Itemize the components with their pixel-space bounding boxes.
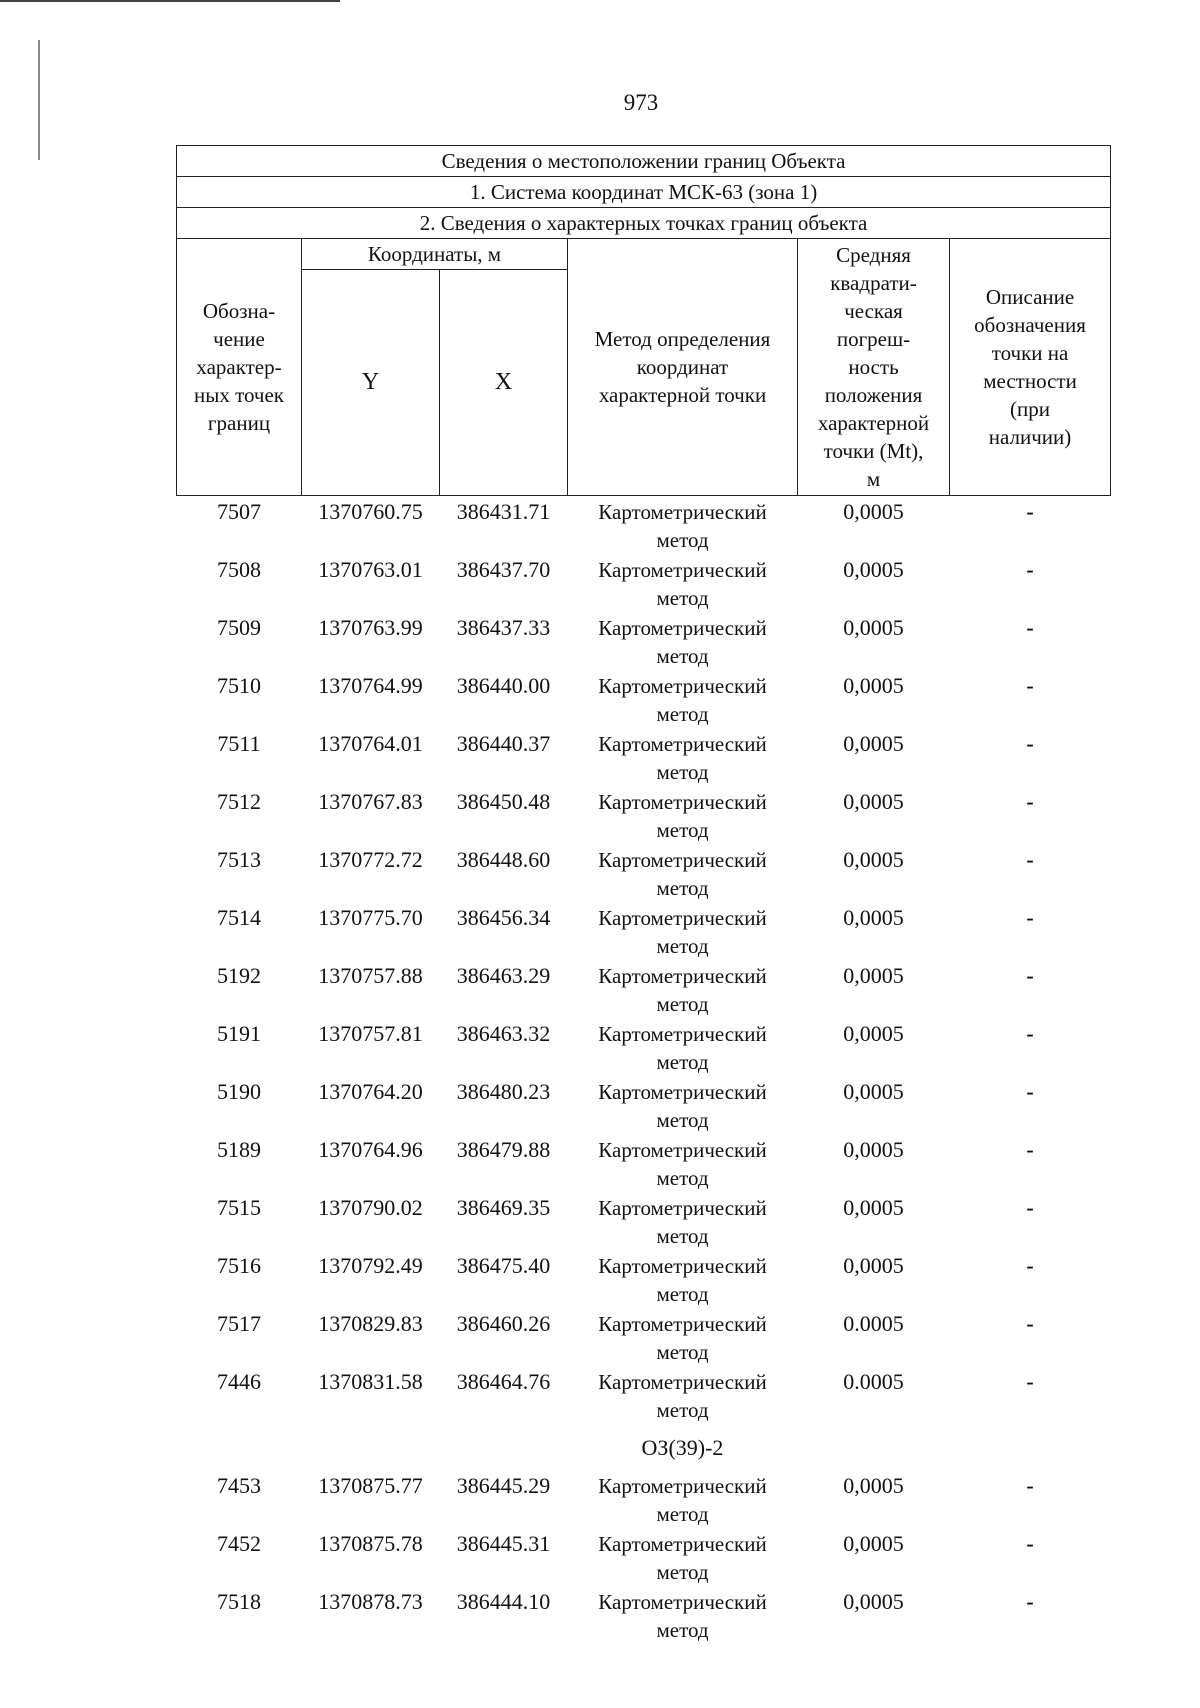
- table-row: [177, 902, 1111, 960]
- description-cell: -: [1026, 1531, 1034, 1556]
- table-title: Сведения о местоположении границ Объекта: [177, 146, 1111, 177]
- point-id-cell: 7516: [217, 1253, 261, 1278]
- y-coordinate-cell: 1370757.81: [318, 1021, 423, 1046]
- error-cell: 0,0005: [843, 963, 904, 988]
- description-cell: -: [1026, 557, 1034, 582]
- method-header: [568, 239, 798, 496]
- x-coordinate-cell: 386480.23: [456, 1079, 551, 1104]
- x-coordinate-cell: 386445.31: [456, 1531, 551, 1556]
- table-row: [177, 1586, 1111, 1644]
- method-cell: Картометрический метод: [598, 906, 767, 958]
- method-cell: Картометрический метод: [598, 790, 767, 842]
- table-row: [177, 1076, 1111, 1134]
- point-id-cell: 7511: [217, 731, 261, 756]
- y-coordinate-header: Y: [302, 270, 440, 496]
- description-header: [950, 239, 1111, 496]
- description-cell: -: [1026, 1253, 1034, 1278]
- method-cell: Картометрический метод: [598, 848, 767, 900]
- error-cell: 0,0005: [843, 673, 904, 698]
- x-coordinate-cell: 386469.35: [456, 1195, 551, 1220]
- description-cell: -: [1026, 789, 1034, 814]
- point-id-cell: 7510: [217, 673, 261, 698]
- y-coordinate-cell: 1370790.02: [318, 1195, 423, 1220]
- error-cell: 0,0005: [843, 557, 904, 582]
- description-cell: -: [1026, 905, 1034, 930]
- y-coordinate-cell: 1370792.49: [318, 1253, 423, 1278]
- x-coordinate-cell: 386463.29: [456, 963, 551, 988]
- point-id-cell: 7509: [217, 615, 261, 640]
- y-coordinate-cell: 1370764.20: [318, 1079, 423, 1104]
- designation-header: [177, 239, 302, 496]
- error-cell: 0,0005: [843, 1589, 904, 1614]
- table-row: [177, 612, 1111, 670]
- point-id-cell: 5192: [217, 963, 261, 988]
- y-coordinate-cell: 1370760.75: [318, 499, 423, 524]
- error-cell: 0.0005: [843, 1311, 904, 1336]
- point-id-cell: 7514: [217, 905, 261, 930]
- error-cell: 0,0005: [843, 615, 904, 640]
- method-cell: Картометрический метод: [598, 1254, 767, 1306]
- y-coordinate-cell: 1370772.72: [318, 847, 423, 872]
- error-cell: 0,0005: [843, 1473, 904, 1498]
- x-coordinate-cell: 386456.34: [456, 905, 551, 930]
- y-coordinate-cell: 1370763.01: [318, 557, 423, 582]
- method-cell: Картометрический метод: [598, 1370, 767, 1422]
- error-cell: 0,0005: [843, 1137, 904, 1162]
- table-row: [177, 1192, 1111, 1250]
- table-row: [177, 1528, 1111, 1586]
- coordinate-system-heading: 1. Система координат МСК-63 (зона 1): [177, 177, 1111, 208]
- point-id-cell: 7446: [217, 1369, 261, 1394]
- y-coordinate-cell: 1370878.73: [318, 1589, 423, 1614]
- method-cell: Картометрический метод: [598, 1138, 767, 1190]
- y-coordinate-cell: 1370875.77: [318, 1473, 423, 1498]
- description-cell: -: [1026, 1473, 1034, 1498]
- x-coordinate-cell: 386431.71: [456, 499, 551, 524]
- x-coordinate-cell: 386475.40: [456, 1253, 551, 1278]
- table-row: [177, 728, 1111, 786]
- description-header-text: Описание обозначения точки на местности (при наличии): [974, 285, 1086, 449]
- table-row: [177, 1250, 1111, 1308]
- point-id-cell: 5191: [217, 1021, 261, 1046]
- description-cell: -: [1026, 499, 1034, 524]
- y-coordinate-cell: 1370775.70: [318, 905, 423, 930]
- point-id-cell: 7517: [217, 1311, 261, 1336]
- y-coordinate-cell: 1370764.99: [318, 673, 423, 698]
- point-id-cell: 7508: [217, 557, 261, 582]
- point-id-cell: 7452: [217, 1531, 261, 1556]
- description-cell: -: [1026, 731, 1034, 756]
- description-cell: -: [1026, 1021, 1034, 1046]
- table-row: [177, 786, 1111, 844]
- description-cell: -: [1026, 1195, 1034, 1220]
- empty-cell: [440, 1424, 568, 1470]
- error-cell: 0,0005: [843, 905, 904, 930]
- designation-header-text: Обозна- чение характер- ных точек границ: [193, 299, 285, 435]
- x-coordinate-cell: 386440.00: [456, 673, 551, 698]
- method-cell: Картометрический метод: [598, 1590, 767, 1642]
- description-cell: -: [1026, 673, 1034, 698]
- point-id-cell: 7512: [217, 789, 261, 814]
- error-cell: 0.0005: [843, 1369, 904, 1394]
- point-id-cell: 7453: [217, 1473, 261, 1498]
- method-cell: Картометрический метод: [598, 1474, 767, 1526]
- error-cell: 0,0005: [843, 1253, 904, 1278]
- y-coordinate-cell: 1370763.99: [318, 615, 423, 640]
- boundary-points-table: [176, 145, 1111, 1644]
- description-cell: -: [1026, 1369, 1034, 1394]
- x-coordinate-cell: 386479.88: [456, 1137, 551, 1162]
- table-row: [177, 554, 1111, 612]
- description-cell: -: [1026, 615, 1034, 640]
- description-cell: -: [1026, 1589, 1034, 1614]
- section-label-row: [177, 1424, 1111, 1470]
- method-cell: Картометрический метод: [598, 500, 767, 552]
- table-row: [177, 1308, 1111, 1366]
- method-cell: Картометрический метод: [598, 558, 767, 610]
- method-cell: Картометрический метод: [598, 1196, 767, 1248]
- table-row: [177, 1018, 1111, 1076]
- description-cell: -: [1026, 1137, 1034, 1162]
- point-id-cell: 7515: [217, 1195, 261, 1220]
- section-label: ОЗ(39)-2: [641, 1435, 724, 1460]
- empty-cell: [177, 1424, 302, 1470]
- empty-cell: [950, 1424, 1111, 1470]
- error-cell: 0,0005: [843, 1195, 904, 1220]
- empty-cell: [798, 1424, 950, 1470]
- method-cell: Картометрический метод: [598, 964, 767, 1016]
- method-cell: Картометрический метод: [598, 732, 767, 784]
- description-cell: -: [1026, 1311, 1034, 1336]
- empty-cell: [302, 1424, 440, 1470]
- error-cell: 0,0005: [843, 1079, 904, 1104]
- x-coordinate-cell: 386437.70: [456, 557, 551, 582]
- description-cell: -: [1026, 1079, 1034, 1104]
- coordinates-header: Координаты, м: [302, 239, 568, 270]
- error-cell: 0,0005: [843, 731, 904, 756]
- x-coordinate-cell: 386464.76: [456, 1369, 551, 1394]
- x-coordinate-cell: 386440.37: [456, 731, 551, 756]
- page-number: 973: [623, 90, 659, 115]
- table-row: [177, 1134, 1111, 1192]
- error-header: [798, 239, 950, 496]
- method-header-text: Метод определения координат характерной точки: [594, 327, 771, 407]
- table-row: [177, 670, 1111, 728]
- y-coordinate-cell: 1370757.88: [318, 963, 423, 988]
- y-coordinate-cell: 1370831.58: [318, 1369, 423, 1394]
- table-body: [177, 496, 1111, 1645]
- point-id-cell: 5189: [217, 1137, 261, 1162]
- error-cell: 0,0005: [843, 847, 904, 872]
- error-header-text: Средняя квадрати- ческая погреш- ность положения характерной точки (Mt), м: [817, 243, 930, 491]
- x-coordinate-cell: 386445.29: [456, 1473, 551, 1498]
- point-id-cell: 7507: [217, 499, 261, 524]
- x-coordinate-cell: 386460.26: [456, 1311, 551, 1336]
- y-coordinate-cell: 1370829.83: [318, 1311, 423, 1336]
- points-section-heading: 2. Сведения о характерных точках границ объекта: [177, 208, 1111, 239]
- point-id-cell: 7513: [217, 847, 261, 872]
- method-cell: Картометрический метод: [598, 1312, 767, 1364]
- x-coordinate-cell: 386450.48: [456, 789, 551, 814]
- x-coordinate-cell: 386444.10: [456, 1589, 551, 1614]
- x-coordinate-cell: 386437.33: [456, 615, 551, 640]
- y-coordinate-cell: 1370767.83: [318, 789, 423, 814]
- table-row: [177, 960, 1111, 1018]
- error-cell: 0,0005: [843, 789, 904, 814]
- table-row: [177, 844, 1111, 902]
- description-cell: -: [1026, 963, 1034, 988]
- description-cell: -: [1026, 847, 1034, 872]
- x-coordinate-cell: 386463.32: [456, 1021, 551, 1046]
- method-cell: Картометрический метод: [598, 1532, 767, 1584]
- table-row: [177, 496, 1111, 555]
- y-coordinate-cell: 1370764.96: [318, 1137, 423, 1162]
- method-cell: Картометрический метод: [598, 616, 767, 668]
- method-cell: Картометрический метод: [598, 1080, 767, 1132]
- error-cell: 0,0005: [843, 499, 904, 524]
- method-cell: Картометрический метод: [598, 1022, 767, 1074]
- point-id-cell: 7518: [217, 1589, 261, 1614]
- x-coordinate-header: X: [440, 270, 568, 496]
- y-coordinate-cell: 1370875.78: [318, 1531, 423, 1556]
- method-cell: Картометрический метод: [598, 674, 767, 726]
- scan-edge-line: [0, 0, 340, 2]
- table-row: [177, 1470, 1111, 1528]
- y-coordinate-cell: 1370764.01: [318, 731, 423, 756]
- error-cell: 0,0005: [843, 1021, 904, 1046]
- x-coordinate-cell: 386448.60: [456, 847, 551, 872]
- point-id-cell: 5190: [217, 1079, 261, 1104]
- table-row: [177, 1366, 1111, 1424]
- error-cell: 0,0005: [843, 1531, 904, 1556]
